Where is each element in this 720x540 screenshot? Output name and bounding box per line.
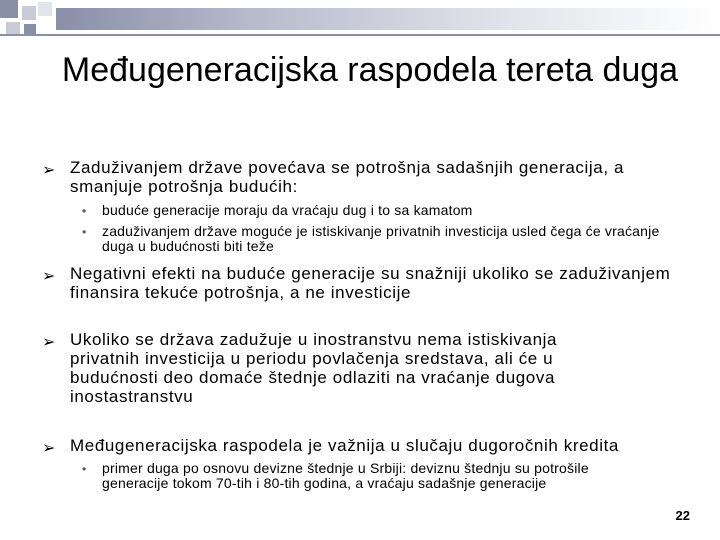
dot-bullet-icon: • [82, 462, 87, 476]
page-number: 22 [675, 508, 690, 523]
slide-title: Međugeneracijska raspodela tereta duga [61, 51, 679, 89]
bullet-text: Negativni efekti na buduće generacije su snažniji ukoliko se zaduživanjem finansira tekuće potrošnja, a ne investicije [70, 264, 671, 302]
bullet-text: Ukoliko se država zadužuje u inostranstvu nema istiskivanja privatnih investicija u periodu povlačenja sredstava, ali će u budućnosti deo domaće štednje odlaziti na vraćanje dugova inostastranstvu [70, 330, 558, 406]
sub-bullet-text: zaduživanjem države moguće je istiskivanje privatnih investicija usled čega će vraćanje duga u budućnosti biti teže [102, 223, 660, 254]
arrow-bullet-icon: ➢ [42, 438, 56, 457]
arrow-bullet-icon: ➢ [42, 160, 56, 179]
sub-bullet-text: buduće generacije moraju da vraćaju dug i to sa kamatom [102, 202, 473, 218]
arrow-bullet-icon: ➢ [42, 332, 56, 351]
dot-bullet-icon: • [82, 204, 87, 218]
bullet-text: Međugeneracijska raspodela je važnija u slučaju dugoročnih kredita [70, 436, 619, 455]
bullet-text: Zaduživanjem države povećava se potrošnja sadašnjih generacija, a smanjuje potrošnja budućih: [70, 158, 625, 196]
dot-bullet-icon: • [82, 225, 87, 239]
sub-bullet-text: primer duga po osnovu devizne štednje u Srbiji: deviznu štednju su potrošile generacije tokom 70-tih i 80-tih godina, a vraćaju sadašnje generacije [102, 460, 589, 491]
arrow-bullet-icon: ➢ [42, 266, 56, 285]
